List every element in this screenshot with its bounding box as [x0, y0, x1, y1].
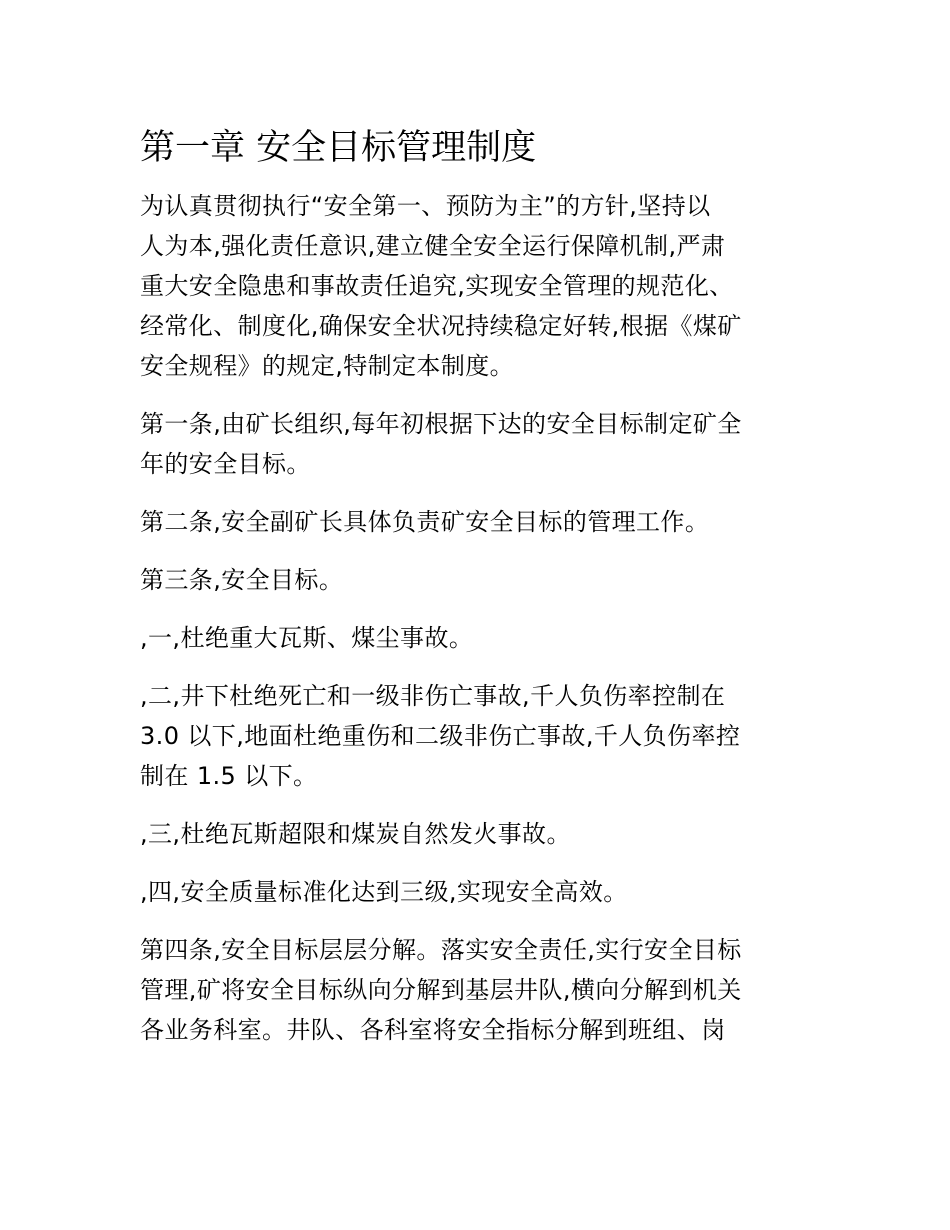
article-3-paragraph: 第三条,安全目标。 — [140, 566, 344, 594]
article-2-paragraph: 第二条,安全副矿长具体负责矿安全目标的管理工作。 — [140, 508, 710, 536]
document-page — [140, 122, 812, 1068]
article-1-paragraph: 第一条,由矿长组织,每年初根据下达的安全目标制定矿全 年的安全目标。 — [140, 410, 742, 478]
goal-item-2: ,二,井下杜绝死亡和一级非伤亡事故,千人负伤率控制在 3.0 以下,地面杜绝重伤和二级非伤亡事故,千人负伤率控 制在 1.5 以下。 — [140, 682, 741, 790]
intro-paragraph: 为认真贯彻执行“安全第一、预防为主”的方针,坚持以 人为本,强化责任意识,建立健全安全运行保障机制,严肃 重大安全隐患和事故责任追究,实现安全管理的规范化、 经常化、制度化,确保安全状况持续稳定好转,根据《煤矿 安全规程》的规定,特制定本制度。 — [140, 192, 742, 380]
goal-item-3: ,三,杜绝瓦斯超限和煤炭自然发火事故。 — [140, 820, 571, 848]
goal-item-1: ,一,杜绝重大瓦斯、煤尘事故。 — [140, 624, 474, 652]
goal-item-4: ,四,安全质量标准化达到三级,实现安全高效。 — [140, 878, 628, 906]
chapter-title: 第一章 安全目标管理制度 — [140, 128, 537, 168]
article-4-paragraph: 第四条,安全目标层层分解。落实安全责任,实行安全目标 管理,矿将安全目标纵向分解到基层井队,横向分解到机关 各业务科室。井队、各科室将安全指标分解到班组、岗 — [140, 936, 742, 1044]
